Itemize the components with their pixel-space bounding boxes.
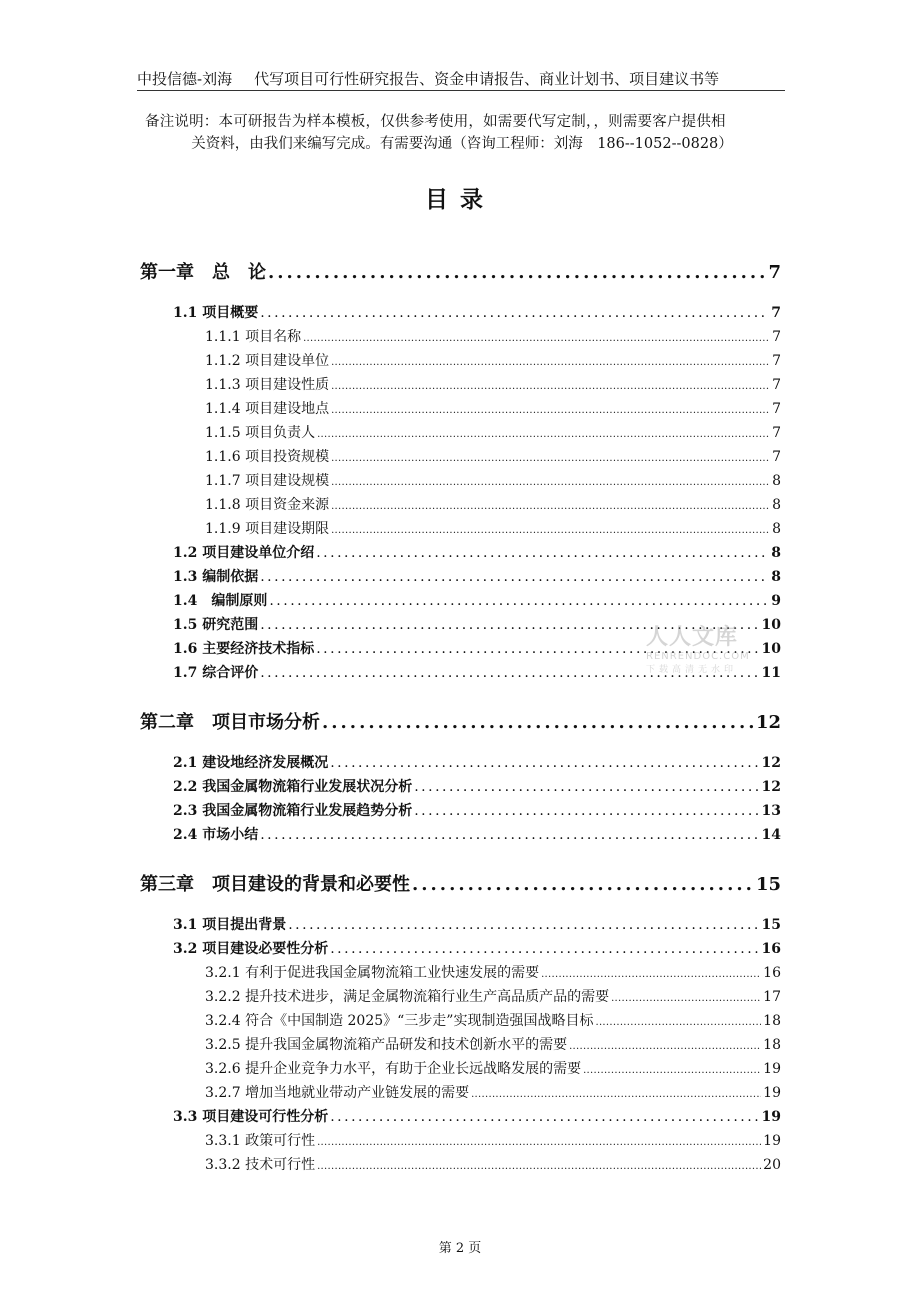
toc-dot-leader (569, 1041, 761, 1052)
page-footer: 第 2 页 (438, 1241, 482, 1256)
toc-entry-label: 3.2.6 提升企业竞争力水平，有助于企业长远战略发展的需要 (205, 1061, 582, 1077)
toc-dot-leader (414, 779, 759, 795)
toc-entry[interactable] (173, 566, 781, 586)
toc-dot-leader (269, 593, 769, 609)
toc-dot-leader (260, 569, 769, 585)
toc-entry[interactable] (173, 542, 781, 562)
toc-entry-page: 12 (755, 712, 781, 733)
toc-entry[interactable] (205, 962, 781, 982)
toc-entry-label: 3.2.2 提升技术进步，满足金属物流箱行业生产高品质产品的需要 (205, 989, 610, 1005)
toc-entry[interactable] (205, 494, 781, 514)
watermark-url: RENRENDOC.COM (646, 651, 750, 662)
toc-entry-label: 1.1.8 项目资金来源 (205, 497, 330, 513)
toc-entry-label: 3.2 项目建设必要性分析 (173, 941, 329, 957)
toc-dot-leader (412, 874, 754, 895)
toc-entry-label: 2.2 我国金属物流箱行业发展状况分析 (173, 779, 413, 795)
toc-dot-leader (331, 477, 770, 488)
toc-entry[interactable] (205, 986, 781, 1006)
toc-dot-leader (268, 262, 766, 283)
toc-entry-label: 1.1.1 项目名称 (205, 329, 302, 345)
toc-entry-label: 3.3 项目建设可行性分析 (173, 1109, 329, 1125)
toc-entry[interactable] (205, 1034, 781, 1054)
toc-dot-leader (303, 333, 770, 344)
toc-dot-leader (288, 917, 759, 933)
remark-line-2: 关资料，由我们来编写完成。有需要沟通（咨询工程师：刘海 186--1052--0828） (191, 136, 733, 152)
toc-entry[interactable] (205, 1058, 781, 1078)
toc-entry[interactable] (173, 752, 781, 772)
toc-entry-page: 7 (772, 449, 781, 465)
toc-dot-leader (322, 712, 754, 733)
toc-entry-page: 12 (761, 779, 781, 795)
toc-entry-page: 14 (761, 827, 781, 843)
toc-entry-page: 17 (763, 989, 781, 1005)
toc-entry[interactable] (205, 518, 781, 538)
toc-entry[interactable] (205, 1082, 781, 1102)
toc-entry[interactable] (205, 326, 781, 346)
toc-dot-leader (260, 305, 769, 321)
toc-dot-leader (260, 827, 759, 843)
toc-entry-page: 7 (772, 377, 781, 393)
toc-dot-leader (331, 381, 770, 392)
toc-entry-label: 1.1.2 项目建设单位 (205, 353, 330, 369)
toc-entry-label: 1.1.3 项目建设性质 (205, 377, 330, 393)
toc-entry-page: 9 (771, 593, 781, 609)
toc-entry[interactable] (205, 422, 781, 442)
toc-dot-leader (317, 1137, 761, 1148)
toc-entry-label: 3.2.5 提升我国金属物流箱产品研发和技术创新水平的需要 (205, 1037, 568, 1053)
toc-entry-label: 1.1 项目概要 (173, 305, 259, 321)
toc-entry-page: 18 (763, 1037, 781, 1053)
toc-entry[interactable] (173, 938, 781, 958)
toc-dot-leader (331, 357, 770, 368)
page-header (137, 68, 785, 89)
toc-dot-leader (583, 1065, 761, 1076)
toc-entry-label: 1.1.5 项目负责人 (205, 425, 316, 441)
toc-entry[interactable] (205, 470, 781, 490)
toc-entry-label: 3.1 项目提出背景 (173, 917, 287, 933)
toc-entry[interactable] (173, 824, 781, 844)
toc-entry-label: 3.3.1 政策可行性 (205, 1133, 316, 1149)
header-rule (137, 90, 785, 91)
toc-entry-page: 7 (768, 262, 781, 283)
toc-entry[interactable] (173, 1106, 781, 1126)
remark-note (137, 111, 787, 155)
toc-entry[interactable] (205, 1154, 781, 1174)
toc-dot-leader (611, 993, 761, 1004)
toc-entry-label: 1.3 编制依据 (173, 569, 259, 585)
watermark-slogan: 下载高清无水印 (646, 665, 738, 675)
toc-dot-leader (331, 453, 770, 464)
toc-entry[interactable] (205, 398, 781, 418)
toc-dot-leader (330, 941, 759, 957)
toc-entry-label: 2.1 建设地经济发展概况 (173, 755, 329, 771)
toc-entry-page: 7 (772, 353, 781, 369)
toc-entry-label: 3.2.4 符合《中国制造 2025》“三步走”实现制造强国战略目标 (205, 1013, 594, 1029)
toc-entry-page: 8 (772, 497, 781, 513)
toc-entry-label: 第一章 总 论 (140, 262, 266, 283)
toc-entry-page: 8 (772, 521, 781, 537)
toc-title: 目录 (425, 186, 495, 213)
toc-entry[interactable] (173, 590, 781, 610)
toc-entry-page: 15 (761, 917, 781, 933)
toc-dot-leader (331, 525, 770, 536)
toc-entry[interactable] (205, 1130, 781, 1150)
toc-entry-page: 8 (772, 473, 781, 489)
toc-entry-label: 第二章 项目市场分析 (140, 712, 320, 733)
toc-entry-page: 15 (755, 874, 781, 895)
toc-entry-label: 1.7 综合评价 (173, 665, 259, 681)
toc-dot-leader (414, 803, 759, 819)
toc-entry-page: 19 (763, 1133, 781, 1149)
toc-entry-label: 3.2.1 有利于促进我国金属物流箱工业快速发展的需要 (205, 965, 540, 981)
toc-entry-label: 第三章 项目建设的背景和必要性 (140, 874, 410, 895)
toc-dot-leader (331, 405, 770, 416)
toc-dot-leader (331, 501, 770, 512)
toc-entry-label: 2.4 市场小结 (173, 827, 259, 843)
toc-entry-page: 7 (772, 401, 781, 417)
watermark-logo (646, 620, 776, 682)
toc-entry[interactable] (205, 374, 781, 394)
toc-entry[interactable] (205, 1010, 781, 1030)
toc-entry-page: 16 (761, 941, 781, 957)
toc-dot-leader (595, 1017, 761, 1028)
toc-entry-page: 12 (761, 755, 781, 771)
toc-entry-page: 7 (771, 305, 781, 321)
toc-entry[interactable] (173, 914, 781, 934)
toc-entry-page: 20 (763, 1157, 781, 1173)
watermark-title: 人人文库 (646, 625, 739, 650)
toc-entry-page: 7 (772, 329, 781, 345)
toc-entry-page: 19 (761, 1109, 781, 1125)
toc-entry[interactable] (140, 870, 781, 896)
toc-dot-leader (471, 1089, 761, 1100)
toc-entry-label: 1.2 项目建设单位介绍 (173, 545, 315, 561)
toc-entry-page: 18 (763, 1013, 781, 1029)
toc-entry-label: 2.3 我国金属物流箱行业发展趋势分析 (173, 803, 413, 819)
toc-entry-page: 10 (761, 617, 781, 633)
toc-entry[interactable] (140, 258, 781, 284)
toc-entry-label: 1.4 编制原则 (173, 593, 268, 609)
toc-dot-leader (317, 429, 770, 440)
toc-entry-page: 13 (761, 803, 781, 819)
toc-dot-leader (330, 755, 759, 771)
toc-entry-label: 1.1.7 项目建设规模 (205, 473, 330, 489)
toc-entry-label: 3.3.2 技术可行性 (205, 1157, 316, 1173)
toc-dot-leader (316, 545, 769, 561)
toc-entry[interactable] (173, 302, 781, 322)
toc-entry-page: 19 (763, 1085, 781, 1101)
toc-entry-page: 16 (763, 965, 781, 981)
toc-entry-page: 7 (772, 425, 781, 441)
toc-entry[interactable] (140, 708, 781, 734)
remark-line-1: 备注说明：本可研报告为样本模板，仅供参考使用，如需要代写定制，，则需要客户提供相 (145, 114, 726, 130)
toc-entry-label: 1.5 研究范围 (173, 617, 259, 633)
toc-entry-page: 8 (771, 545, 781, 561)
toc-dot-leader (330, 1109, 759, 1125)
toc-entry[interactable] (205, 446, 781, 466)
toc-entry-page: 11 (761, 665, 781, 681)
toc-entry[interactable] (173, 800, 781, 820)
toc-entry[interactable] (173, 776, 781, 796)
toc-entry-page: 19 (763, 1061, 781, 1077)
toc-entry-label: 1.6 主要经济技术指标 (173, 641, 315, 657)
toc-entry-label: 1.1.6 项目投资规模 (205, 449, 330, 465)
toc-entry-label: 1.1.4 项目建设地点 (205, 401, 330, 417)
toc-dot-leader (541, 969, 761, 980)
toc-entry-page: 10 (761, 641, 781, 657)
toc-entry-label: 3.2.7 增加当地就业带动产业链发展的需要 (205, 1085, 470, 1101)
header-right: 代写项目可行性研究报告、资金申请报告、商业计划书、项目建议书等 (254, 70, 720, 88)
toc-entry[interactable] (205, 350, 781, 370)
toc-dot-leader (317, 1161, 761, 1172)
toc-entry-label: 1.1.9 项目建设期限 (205, 521, 330, 537)
header-left: 中投信德-刘海 (137, 70, 233, 88)
toc-entry-page: 8 (771, 569, 781, 585)
